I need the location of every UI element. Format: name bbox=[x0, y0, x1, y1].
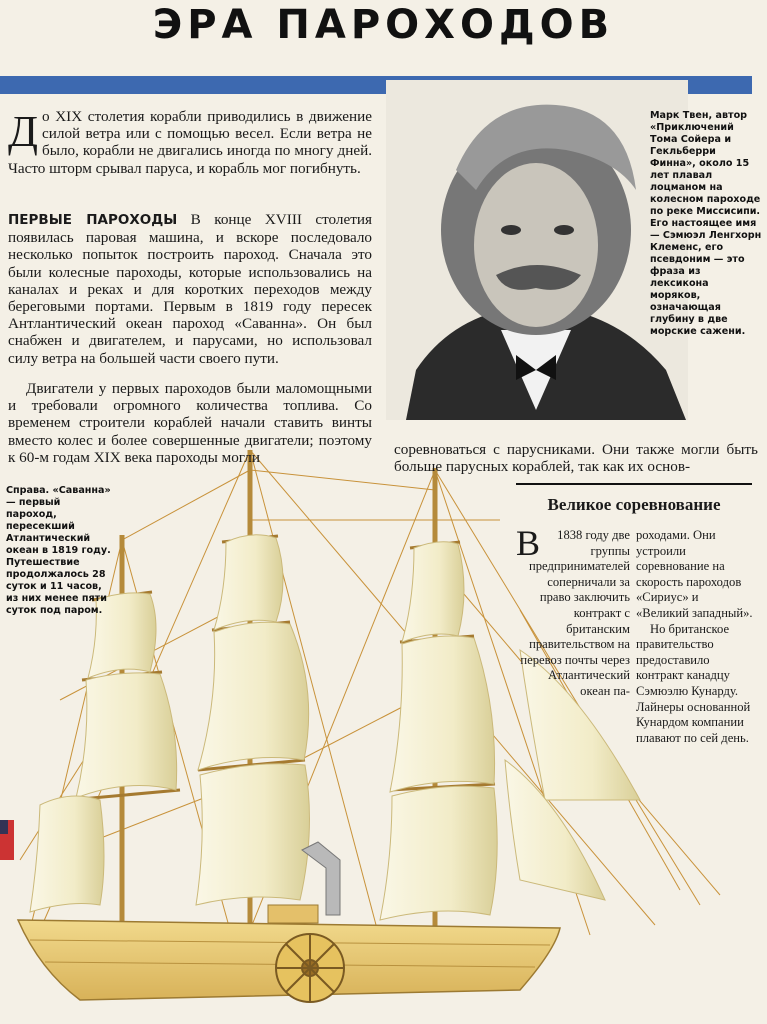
intro-dropcap: Д bbox=[8, 107, 39, 156]
engines-paragraph: Двигатели у первых пароходов были маломощными и требовали огромного количества топлива. Со временем строители кораблей начали ставить винты вместо колес и более совершенные двигатели; поэтому к 60-м годам XIX века пароходы могли bbox=[8, 380, 372, 466]
great-race-heading: Великое соревнование bbox=[547, 495, 721, 514]
first-steamers-paragraph bbox=[8, 211, 372, 367]
great-race-column-2 bbox=[636, 528, 754, 746]
great-race-col1-text: 1838 году две группы предпринимателей соперничали за право заключить контракт с британским правительством на перевоз почты через Атлантический океан па- bbox=[520, 528, 630, 698]
paddle-wheel bbox=[276, 934, 344, 1002]
ship-caption: Справа. «Саванна» — первый пароход, пересекший Атлантический океан в 1819 году. Путешествие продолжалось 28 суток и 11 часов, из них менее пяти суток под паром. bbox=[6, 485, 111, 616]
great-race-col2-p1: роходами. Они устроили соревнование на скорость пароходов «Сириус» и «Великий западный». bbox=[636, 528, 753, 620]
great-race-dropcap: В bbox=[516, 523, 541, 563]
flag-icon bbox=[0, 820, 14, 860]
mark-twain-portrait bbox=[386, 80, 688, 420]
first-steamers-heading: ПЕРВЫЕ ПАРОХОДЫ bbox=[8, 212, 178, 228]
intro-text: о XIX столетия корабли приводились в движение силой ветра или с помощью весел. Если ветра не было, корабли не двигались иногда по многу дней. Часто шторм срывал паруса, и корабль мог погибнуть. bbox=[8, 108, 372, 177]
section-rule bbox=[516, 483, 752, 485]
funnel bbox=[302, 842, 340, 915]
first-steamers-text: В конце XVIII столетия появилась паровая машина, и вскоре последовало несколько попыток построить пароход. Сначала это были колесные пароходы, которые использовались на каналах и реках и для коротких переходов между береговыми портами. Первым в 1819 году пересек Антлантический океан пароход «Саванна». Он был снабжен и двигателем, и парусами, но использовал силу ветра на большей части своего пути. bbox=[8, 211, 372, 367]
portrait-caption: Марк Твен, автор «Приключений Тома Сойера и Гекльберри Финна», около 15 лет плавал лоцманом на колесном пароходе по реке Миссисипи. Его настоящее имя — Сэмюэл Ленгхорн Клеменс, его псевдоним — это фраза из лексикона моряков, означающая глубину в две морские сажени. bbox=[650, 110, 762, 337]
engines-continuation: соревноваться с парусниками. Они также могли быть больше парусных кораблей, так как их основ- bbox=[394, 441, 758, 476]
intro-paragraph bbox=[8, 108, 372, 177]
great-race-column-1 bbox=[516, 523, 630, 700]
page-title: ЭРА ПАРОХОДОВ bbox=[152, 2, 615, 48]
great-race-col2-p2: Но британское правительство предоставило контракт канадцу Сэмюэлю Кунарду. Лайнеры основанной Кунардом компании плавают по сей день. bbox=[636, 621, 751, 745]
